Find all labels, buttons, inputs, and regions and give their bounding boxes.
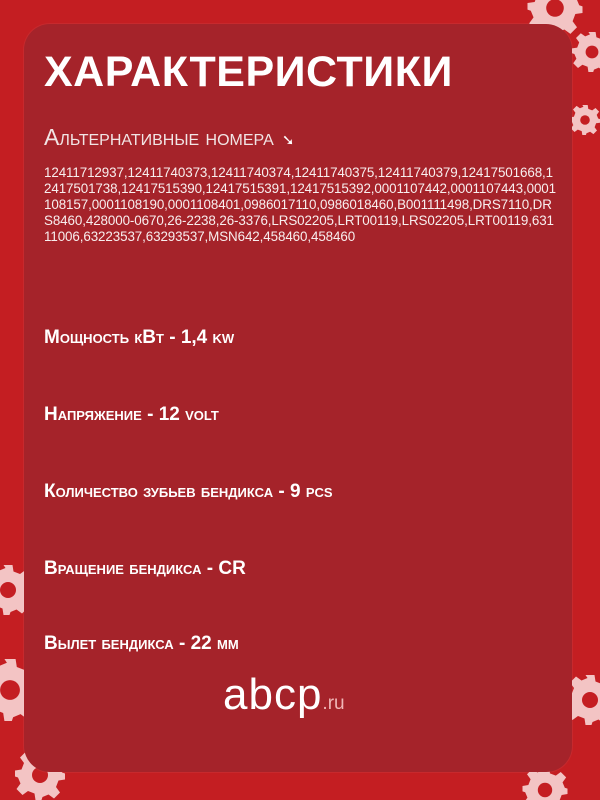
spec-offset: Вылет бендикса - 22 мм xyxy=(44,633,239,654)
gear-icon xyxy=(523,768,568,800)
page-title: ХАРАКТЕРИСТИКИ xyxy=(44,48,453,96)
spec-value: 12 volt xyxy=(158,404,219,425)
spec-rotation: Вращение бендикса - CR xyxy=(44,558,246,579)
spec-value: CR xyxy=(218,558,246,579)
alt-numbers-list: 12411712937,12411740373,12411740374,12411740375,12411740379,12417501668,12417501738,12417515390,12417515391,12417515392,0001107442,0001107443,0001108157,0001108190,0001108401,0986017110,0986018460,B001111498,DRS7110,DRS8460,428000-0670,26-2238,26-3376,LRS02205,LRT00119,LRS02205,LRT00119,63111006,63223537,63293537,MSN642,458460,458460 xyxy=(44,165,556,244)
spec-value: 1,4 kw xyxy=(180,327,235,348)
spec-label: Напряжение xyxy=(44,404,142,425)
spec-label: Количество зубьев бендикса xyxy=(44,481,274,502)
gear-icon xyxy=(572,32,600,72)
spec-teeth: Количество зубьев бендикса - 9 pcs xyxy=(44,481,333,502)
spec-power: Мощность кВт - 1,4 kw xyxy=(44,327,235,348)
brand-logo xyxy=(223,670,345,720)
arrow-down-right-icon: ➘ xyxy=(281,132,295,149)
spec-voltage: Напряжение - 12 volt xyxy=(44,404,219,425)
spec-value: 9 pcs xyxy=(290,481,333,502)
gear-icon xyxy=(570,105,600,135)
alt-numbers-heading xyxy=(44,124,294,151)
logo-suffix: .ru xyxy=(322,693,345,714)
spec-label: Вращение бендикса xyxy=(44,558,202,579)
alt-numbers-heading-text: Альтернативные номера xyxy=(44,124,274,150)
spec-value: 22 мм xyxy=(190,633,239,654)
spec-label: Вылет бендикса xyxy=(44,633,174,654)
logo-text: abcp xyxy=(223,670,323,719)
spec-label: Мощность кВт xyxy=(44,327,164,348)
